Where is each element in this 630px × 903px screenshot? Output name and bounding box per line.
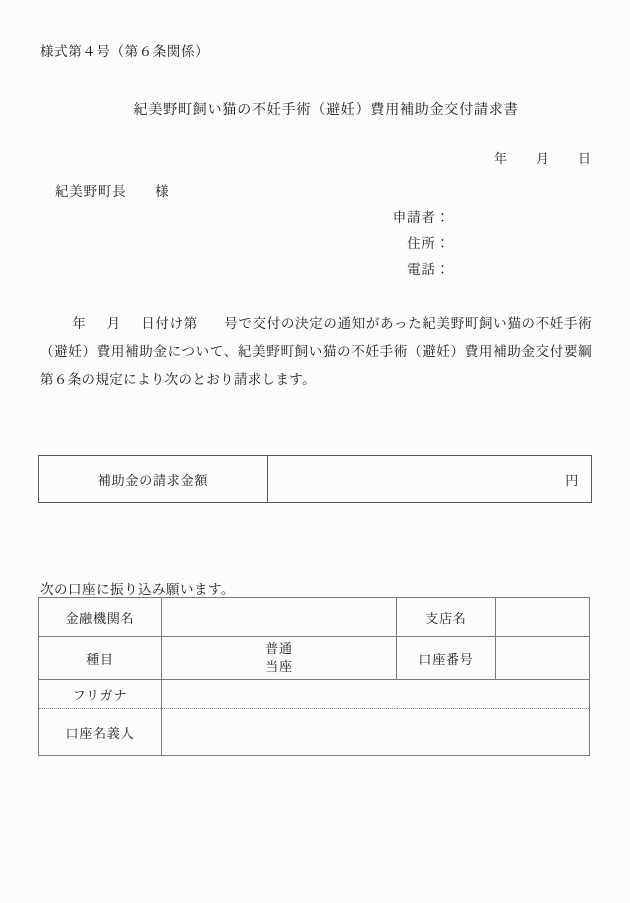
account-type-options-cell[interactable] bbox=[162, 637, 397, 680]
bank-transfer-note: 次の口座に振り込み願います。 bbox=[40, 582, 235, 597]
account-number-label-cell: 口座番号 bbox=[397, 637, 496, 680]
amount-unit: 円 bbox=[565, 472, 579, 488]
amount-label-cell: 補助金の請求金額 bbox=[39, 456, 268, 503]
addressee: 紀美野町長 様 bbox=[55, 184, 170, 199]
account-type-option-futsu[interactable]: 普通 bbox=[265, 641, 293, 656]
body-line3: 定により次のとおり請求します。 bbox=[109, 372, 316, 387]
applicant-phone-label: 電話： bbox=[407, 262, 450, 277]
kana-label-cell: フリガナ bbox=[39, 680, 162, 709]
table-row bbox=[39, 598, 590, 637]
account-type-label-cell: 種目 bbox=[39, 637, 162, 680]
account-number-value-cell[interactable] bbox=[496, 637, 590, 680]
holder-value-cell[interactable] bbox=[162, 709, 590, 756]
amount-value-cell[interactable] bbox=[268, 456, 592, 503]
document-title: 紀美野町飼い猫の不妊手術（避妊）費用補助金交付請求書 bbox=[133, 103, 519, 118]
applicant-name-label: 申請者： bbox=[392, 210, 450, 225]
amount-table bbox=[38, 455, 592, 503]
applicant-block bbox=[0, 205, 630, 283]
institution-value-cell[interactable] bbox=[162, 598, 397, 637]
table-row bbox=[39, 637, 590, 680]
bank-account-table bbox=[38, 597, 590, 756]
date-line: 年 月 日 bbox=[493, 151, 592, 166]
body-month-label: 月 bbox=[106, 316, 121, 331]
holder-label-cell: 口座名義人 bbox=[39, 709, 162, 756]
body-paragraph bbox=[40, 310, 592, 394]
body-day-label: 日付け第 bbox=[140, 316, 198, 331]
branch-label-cell: 支店名 bbox=[397, 598, 496, 637]
body-year-label: 年 bbox=[72, 316, 87, 331]
table-row bbox=[39, 709, 590, 756]
kana-value-cell[interactable] bbox=[162, 680, 590, 709]
institution-label-cell: 金融機関名 bbox=[39, 598, 162, 637]
table-row bbox=[39, 680, 590, 709]
form-number: 様式第４号（第６条関係） bbox=[40, 44, 210, 59]
applicant-address-label: 住所： bbox=[407, 236, 450, 251]
body-line1-rest: 号で交付の決定の通知があった紀美野町飼い猫の不妊手術（避妊） bbox=[40, 316, 593, 359]
body-line2: 費用補助金について、紀美野町飼い猫の不妊手術（避妊）費用補助金交付要綱第６条の規 bbox=[40, 344, 592, 387]
account-type-option-toza[interactable]: 当座 bbox=[265, 659, 293, 674]
table-row bbox=[39, 456, 592, 503]
branch-value-cell[interactable] bbox=[496, 598, 590, 637]
